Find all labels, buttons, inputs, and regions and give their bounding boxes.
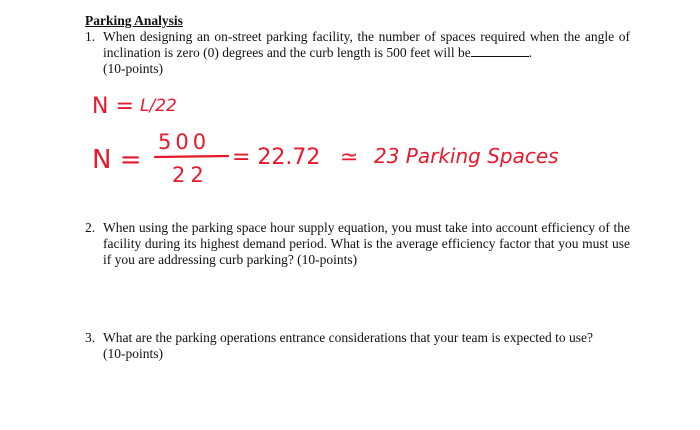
hw-approx-sign: ≃: [340, 145, 359, 170]
hw-fraction-bar: [155, 156, 228, 157]
page-title: Parking Analysis: [85, 13, 183, 28]
question-1-text-block: When designing an on-street parking facility, the number of spaces required when the angle of inclination is zero (0) degrees and the curb length is 500 feet will be .: [103, 29, 630, 60]
question-3: [85, 330, 630, 362]
question-2-text: When using the parking space hour supply equation, you must take into account efficiency of the facility during its highest demand period. What is the average efficiency factor that you must use if you are addressing curb parking? (10-points): [103, 220, 630, 267]
hw-answer: 23 Parking Spaces: [374, 144, 559, 168]
hw-equals-result: = 22.72: [232, 145, 321, 170]
question-3-text: What are the parking operations entrance considerations that your team is expected to use?: [103, 330, 593, 345]
hw-calc-lhs: N =: [92, 145, 142, 175]
question-2-number: 2.: [85, 220, 96, 235]
question-1: [85, 29, 630, 77]
question-3-points: (10-points): [103, 346, 163, 361]
hw-formula-rhs: L/22: [140, 96, 177, 116]
answer-blank: [471, 45, 529, 57]
question-1-points: (10-points): [103, 61, 163, 76]
question-3-number: 3.: [85, 330, 96, 345]
question-1-text: When designing an on-street parking facility, the number of spaces required when the angle of inclination is zero (0) degrees and the curb length is 500 feet will be: [103, 29, 630, 60]
hw-denominator: 22: [172, 163, 209, 187]
question-2: [85, 220, 630, 268]
hw-formula-lhs: N =: [92, 94, 134, 119]
question-1-number: 1.: [85, 29, 96, 44]
hw-numerator: 500: [158, 130, 211, 154]
